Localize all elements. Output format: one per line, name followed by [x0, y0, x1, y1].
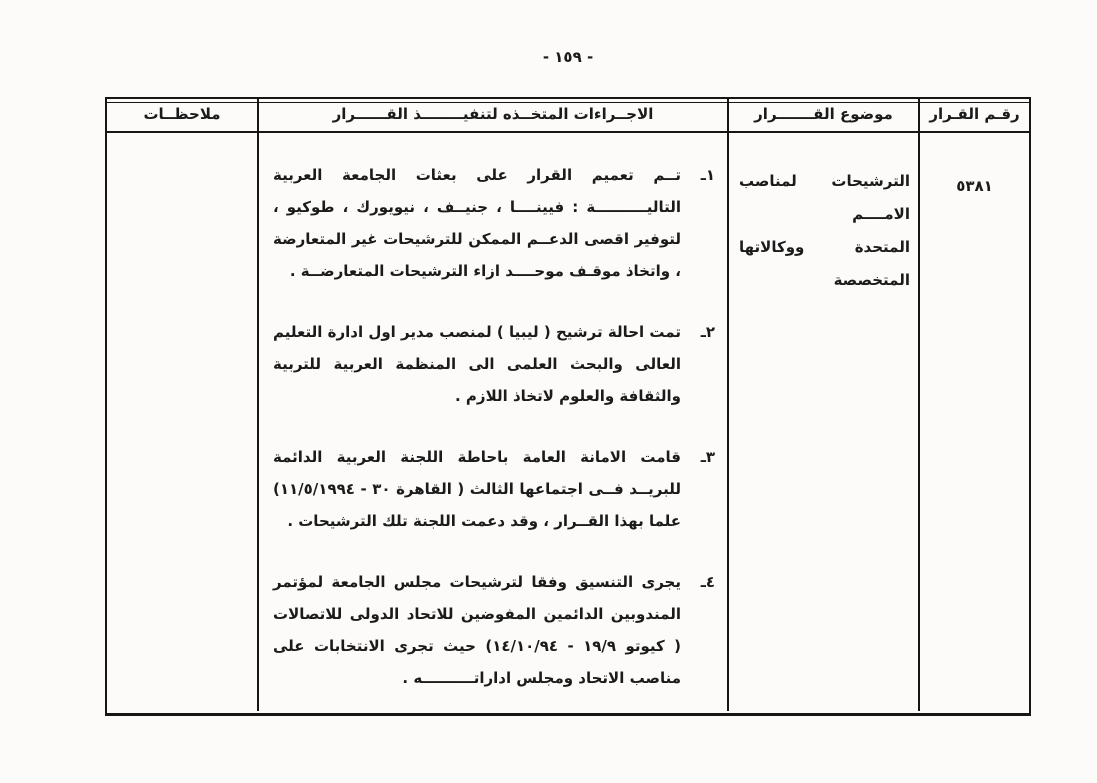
action-item-3-text: قامت الامانة العامة باحاطة اللجنة العربية الدائمة للبريــد فــى اجتماعها الثالث ( القاهرة ٣٠ - ١١/٥/١٩٩٤) علما بهذا القــرار ، وقد دعمت اللجنة تلك الترشيحات . [273, 448, 682, 530]
action-item-1-number: ١ـ [700, 166, 715, 184]
action-item-3-number: ٣ـ [700, 448, 715, 466]
subject-line-1: الترشيحات لمناصب الامــــم [739, 172, 910, 223]
table-header-row [107, 99, 1029, 133]
cell-decision-number: ٥٣٨١ [918, 133, 1029, 711]
action-item-4-text: يجرى التنسيق وفقا لترشيحات مجلس الجامعة لمؤتمر المندوبين الدائمين المفوضين للاتحاد الدولى للاتصالات ( كيوتو ١٩/٩ - ١٤/١٠/٩٤) حيث تجرى الانتخابات على مناصب الاتحاد ومجلس اداراتــــــــــه . [273, 573, 682, 687]
action-item-1 [273, 159, 717, 287]
action-item-2-number: ٢ـ [700, 323, 715, 341]
action-item-2-text: تمت احالة ترشيح ( ليبيا ) لمنصب مدير اول ادارة التعليم العالى والبحث العلمى الى المنظمة العربية للتربية والثقافة والعلوم لاتخاذ اللازم . [273, 323, 681, 405]
cell-decision-subject [727, 133, 918, 711]
action-item-3 [273, 441, 717, 537]
action-item-4-number: ٤ـ [700, 573, 715, 591]
header-subject: موضوع القـــــــرار [727, 99, 918, 131]
cell-implementation-actions [257, 133, 727, 711]
action-item-4 [273, 566, 717, 694]
header-notes: ملاحظــات [143, 105, 221, 123]
header-actions: الاجــراءات المتخــذه لتنفيــــــــذ القــــــرار [257, 99, 727, 131]
header-decision-number: رقـم القـرار [918, 99, 1029, 131]
page-number: - ١٥٩ - [542, 48, 594, 66]
action-item-1-text: تــم تعميم القرار على بعثات الجامعة العربية التاليــــــــــة : فيينــــا ، جنيــف ، نيويورك ، طوكيو ، لتوفير اقصى الدعــم الممكن للترشيحات غير المتعارضة ، واتخاذ موقـف موحــــد ازاء الترشيحات المتعارضــة . [273, 166, 681, 280]
subject-line-2: المتحدة ووكالاتها المتخصصة [739, 238, 910, 289]
cell-notes-empty [107, 133, 257, 711]
action-item-2 [273, 316, 717, 412]
table-body-row [107, 133, 1029, 711]
decision-table [105, 97, 1031, 716]
